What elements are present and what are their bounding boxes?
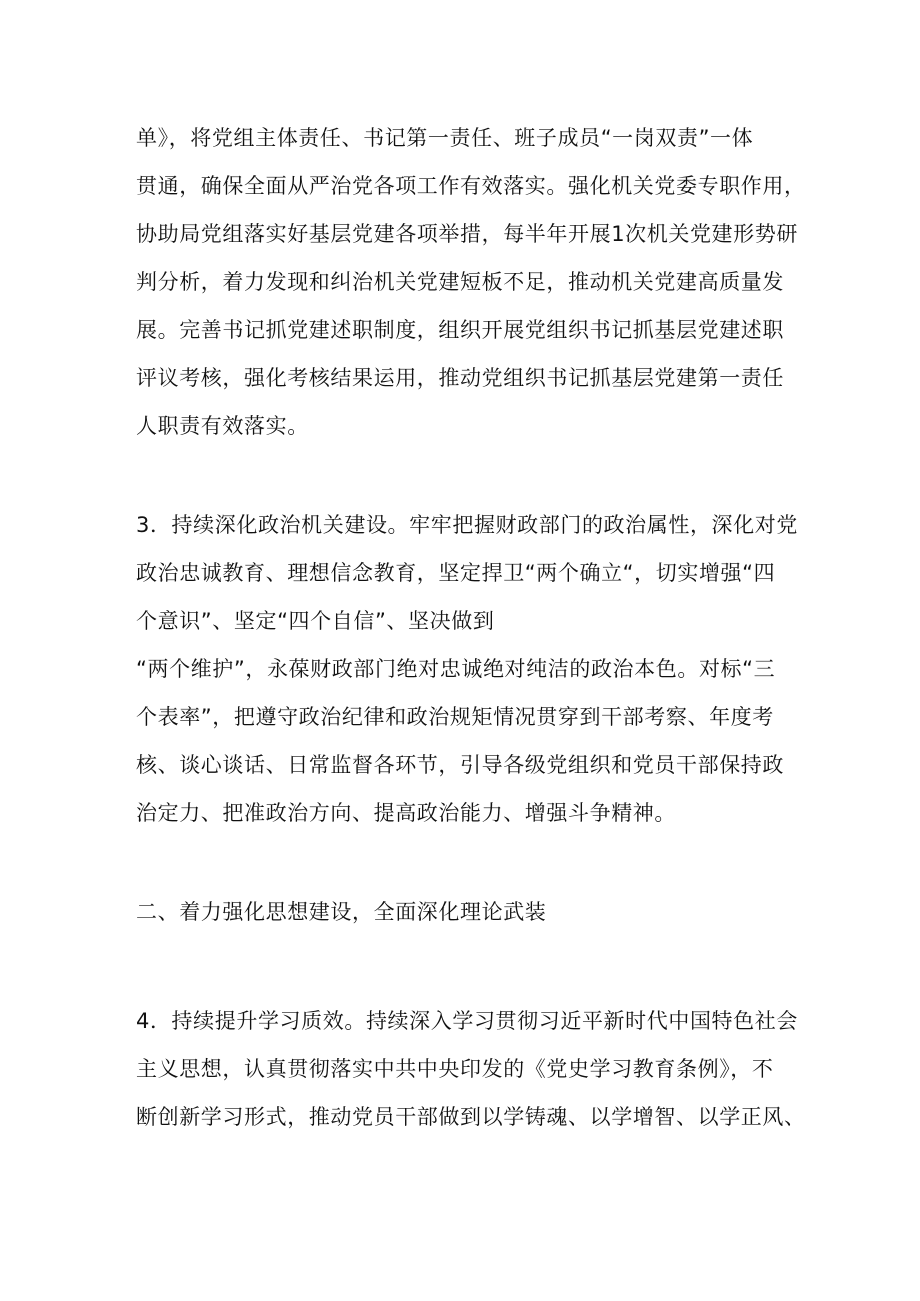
paragraph-2-line-5: 个表率”，把遵守政治纪律和政治规矩情况贯穿到干部考察、年度考 — [136, 705, 774, 729]
paragraph-3-line-1: 4．持续提升学习质效。持续深入学习贯彻习近平新时代中国特色社会 — [136, 1009, 798, 1033]
paragraph-1-line-4: 判分析，着力发现和纠治机关党建短板不足，推动机关党建高质量发 — [136, 270, 784, 294]
paragraph-2-line-4: “两个维护”，永葆财政部门绝对忠诚绝对纯洁的政治本色。对标“三 — [136, 657, 776, 681]
section-heading: 二、着力强化思想建设，全面深化理论武装 — [136, 900, 547, 924]
paragraph-1-line-1: 单》，将党组主体责任、书记第一责任、班子成员“一岗双责”一体 — [136, 126, 754, 150]
paragraph-1-line-7: 人职责有效落实。 — [136, 414, 309, 438]
paragraph-1-line-6: 评议考核，强化考核结果运用，推动党组织书记抓基层党建第一责任 — [136, 366, 784, 390]
paragraph-2-line-3: 个意识”、坚定“四个自信”、坚决做到 — [136, 609, 495, 633]
paragraph-1-line-5: 展。完善书记抓党建述职制度，组织开展党组织书记抓基层党建述职 — [136, 318, 784, 342]
paragraph-2-line-6: 核、谈心谈话、日常监督各环节，引导各级党组织和党员干部保持政 — [136, 753, 784, 777]
paragraph-1-line-3: 协助局党组落实好基层党建各项举措，每半年开展1次机关党建形势研 — [136, 222, 798, 246]
paragraph-2-line-1: 3．持续深化政治机关建设。牢牢把握财政部门的政治属性，深化对党 — [136, 513, 798, 537]
paragraph-2-line-7: 治定力、把准政治方向、提高政治能力、增强斗争精神。 — [136, 801, 676, 825]
paragraph-1-line-2: 贯通，确保全面从严治党各项工作有效落实。强化机关党委专职作用， — [136, 174, 806, 198]
paragraph-2-line-2: 政治忠诚教育、理想信念教育，坚定捍卫“两个确立“，切实增强“四 — [136, 561, 776, 585]
paragraph-3-line-2: 主义思想，认真贯彻落实中共中央印发的《党史学习教育条例》，不 — [136, 1057, 774, 1081]
paragraph-3-line-3: 断创新学习形式，推动党员干部做到以学铸魂、以学增智、以学正风、 — [136, 1105, 806, 1129]
